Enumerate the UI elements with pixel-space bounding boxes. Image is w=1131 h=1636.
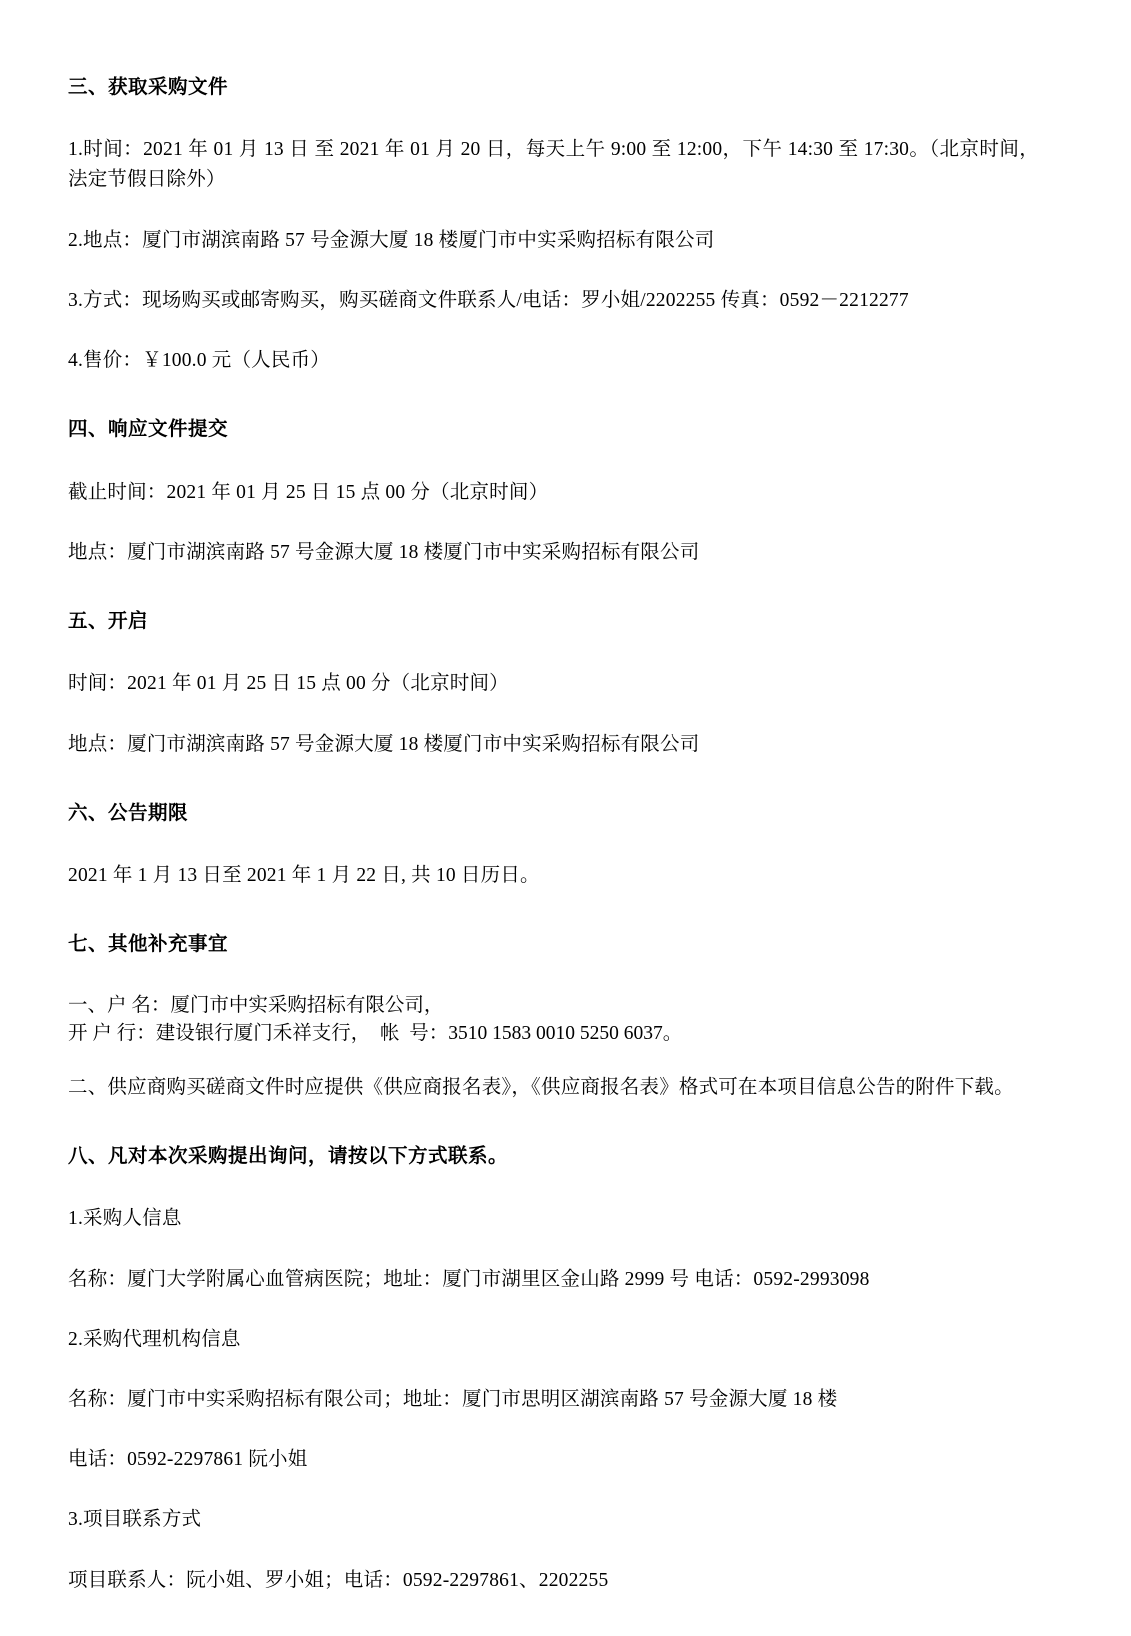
paragraph-purchaser-info: 名称：厦门大学附属心血管病医院；地址：厦门市湖里区金山路 2999 号 电话：0592-2993098	[68, 1268, 870, 1290]
section-询问联系方式	[68, 1141, 1039, 1596]
paragraph-registration-form: 二、供应商购买磋商文件时应提供《供应商报名表》，《供应商报名表》格式可在本项目信息公告的附件下载。	[68, 1076, 1014, 1098]
paragraph-period: 2021 年 1 月 13 日至 2021 年 1 月 22 日, 共 10 日历日。	[68, 864, 540, 886]
paragraph-deadline: 截止时间：2021 年 01 月 25 日 15 点 00 分（北京时间）	[68, 481, 549, 503]
paragraph-location: 地点：厦门市湖滨南路 57 号金源大厦 18 楼厦门市中实采购招标有限公司	[68, 733, 700, 755]
paragraph-project-contact-label: 3.项目联系方式	[68, 1509, 202, 1531]
section-响应文件提交	[68, 414, 1039, 568]
section-heading: 四、响应文件提交	[68, 417, 229, 441]
paragraph-location: 地点：厦门市湖滨南路 57 号金源大厦 18 楼厦门市中实采购招标有限公司	[68, 541, 700, 563]
section-公告期限	[68, 798, 1039, 891]
paragraph-time: 1.时间：2021 年 01 月 13 日 至 2021 年 01 月 20 日，每天上午 9:00 至 12:00，下午 14:30 至 17:30。（北京时间，法定节假日除外）	[68, 139, 1039, 191]
bank-account-name: 一、户 名：厦门市中实采购招标有限公司，	[68, 995, 444, 1017]
paragraph-price: 4.售价：￥100.0 元（人民币）	[68, 350, 330, 372]
paragraph-purchaser-label: 1.采购人信息	[68, 1208, 182, 1230]
section-开启	[68, 606, 1039, 760]
paragraph-agency-info: 名称：厦门市中实采购招标有限公司；地址：厦门市思明区湖滨南路 57 号金源大厦 18 楼	[68, 1388, 838, 1410]
bank-account-number: 开 户 行：建设银行厦门禾祥支行， 帐 号：3510 1583 0010 5250 6037。	[68, 1023, 683, 1045]
paragraph-location: 2.地点：厦门市湖滨南路 57 号金源大厦 18 楼厦门市中实采购招标有限公司	[68, 229, 715, 251]
section-其他补充事宜	[68, 929, 1039, 1103]
paragraph-project-contact-info: 项目联系人：阮小姐、罗小姐；电话：0592-2297861、2202255	[68, 1569, 609, 1591]
paragraph-agency-label: 2.采购代理机构信息	[68, 1328, 241, 1350]
section-heading: 六、公告期限	[68, 800, 189, 824]
section-heading: 五、开启	[68, 609, 149, 633]
section-获取采购文件	[68, 72, 1039, 376]
paragraph-method: 3.方式：现场购买或邮寄购买，购买磋商文件联系人/电话：罗小姐/2202255 传真：0592－2212277	[68, 289, 909, 311]
paragraph-time: 时间：2021 年 01 月 25 日 15 点 00 分（北京时间）	[68, 673, 509, 695]
section-heading: 八、凡对本次采购提出询问，请按以下方式联系。	[68, 1144, 509, 1168]
section-heading: 七、其他补充事宜	[68, 932, 229, 956]
section-heading: 三、获取采购文件	[68, 75, 229, 98]
paragraph-agency-phone: 电话：0592-2297861 阮小姐	[68, 1449, 308, 1471]
